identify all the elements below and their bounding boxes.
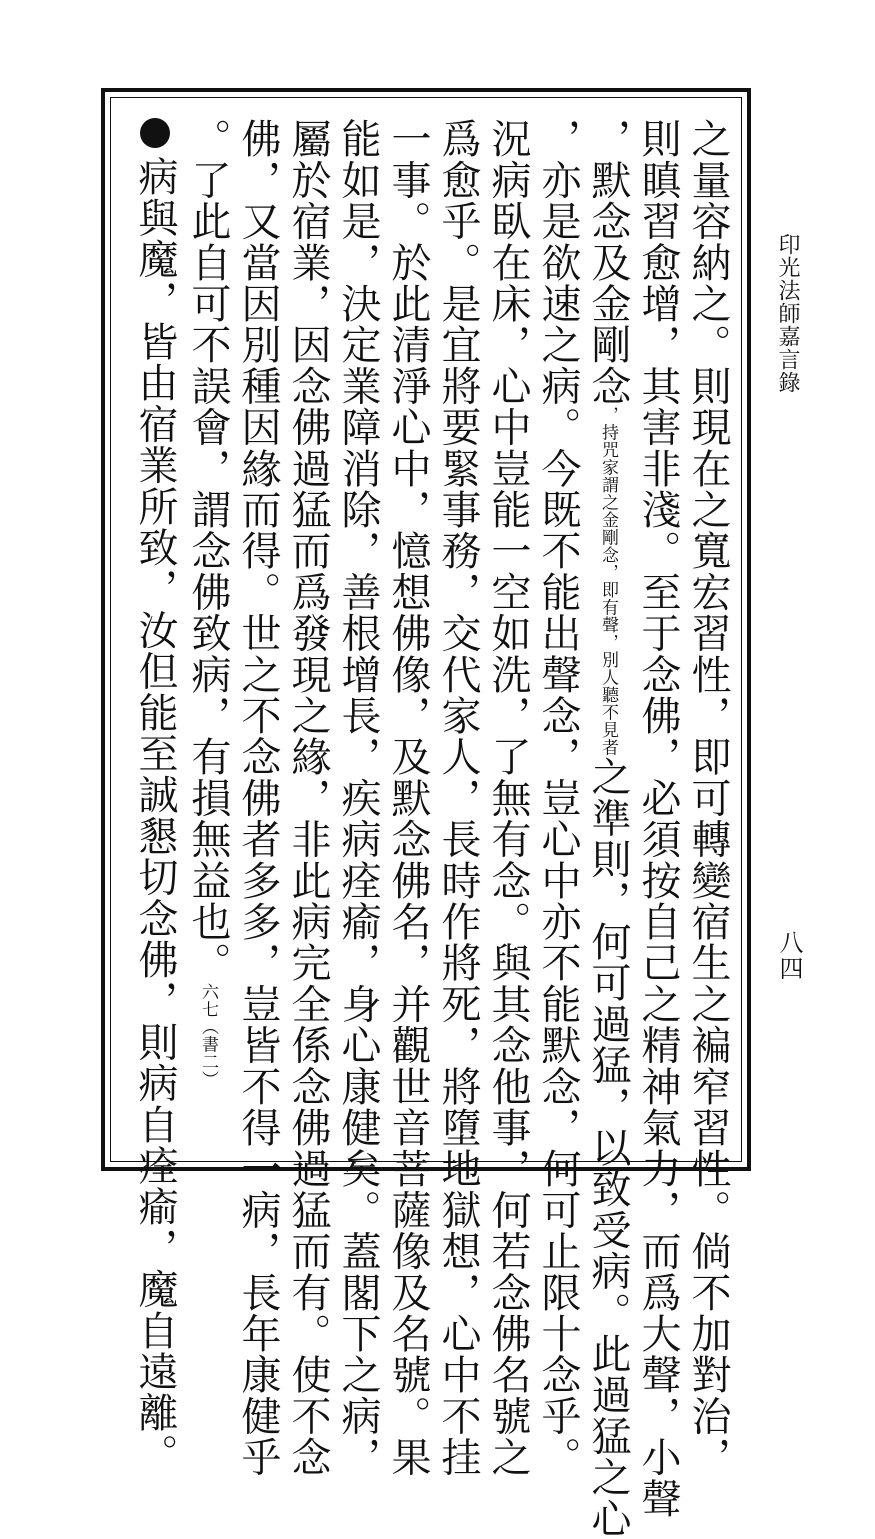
text-column-5 <box>483 118 533 1478</box>
text-column-8 <box>333 118 383 1478</box>
text-column-3 <box>583 118 633 1539</box>
book-title: 印光法師嘉言錄 <box>775 233 800 394</box>
column-text: 佛，又當因別種因緣而得。世之不念佛者多多，豈皆不得一病，長年康健乎 <box>235 118 281 1478</box>
column-text: 能如是，決定業障消除，善根增長，疾病痊瘉，身心康健矣。蓋閣下之病， <box>335 118 381 1478</box>
column-text: ，亦是欲速之病。今既不能出聲念，豈心中亦不能默念，何可止限十念乎。 <box>535 118 581 1478</box>
text-column-9 <box>283 118 333 1478</box>
column-text: 病與魔，皆由宿業所致，汝但能至誠懇切念佛，則病自痊瘉，魔自遠離。 <box>132 156 178 1475</box>
page-number: 八四 <box>775 930 803 982</box>
column-text: 則瞋習愈增，其害非淺。至于念佛，必須按自己之精神氣力，而爲大聲，小聲 <box>635 118 681 1519</box>
column-text: 屬於宿業，因念佛過猛而爲發現之緣，非此病完全係念佛過猛而有。使不念 <box>285 118 331 1478</box>
column-text: 之量容納之。則現在之寬宏習性，即可轉變宿生之褊窄習性。倘不加對治， <box>685 118 731 1478</box>
text-column-1 <box>683 118 733 1478</box>
column-text: 況病臥在床，心中豈能一空如洗，了無有念。與其念他事，何若念佛名號之 <box>485 118 531 1478</box>
text-column-7 <box>383 118 433 1478</box>
column-text-after-note: 之準則，何可過猛，以致受病。此過猛之心 <box>585 756 631 1539</box>
annotation-line-left: 六七 <box>198 983 218 1019</box>
column-text: 一事。於此清淨心中，憶想佛像，及默念佛名，并觀世音菩薩像及名號。果 <box>385 118 431 1478</box>
text-column-11 <box>183 118 233 1088</box>
text-column-6 <box>433 118 483 1478</box>
source-annotation <box>199 983 217 1088</box>
column-text: 爲愈乎。是宜將要緊事務，交代家人，長時作將死，將墮地獄想，心中不挂 <box>435 118 481 1478</box>
column-text-before-note: 。了此自可不誤會，謂念佛致病，有損無益也。 <box>185 118 231 984</box>
filled-circle-bullet-icon <box>140 118 170 148</box>
text-column-2 <box>633 118 683 1519</box>
text-column-4 <box>533 118 583 1478</box>
inline-annotation <box>599 406 617 756</box>
column-text-before-note: ，默念及金剛念 <box>585 118 631 407</box>
annotation-line-right: （書二） <box>198 1018 218 1089</box>
text-column-10 <box>233 118 283 1478</box>
text-column-12 <box>130 118 180 1474</box>
annotation-line-right: 即有聲，別人聽不見者 <box>598 581 618 757</box>
annotation-line-left: ，持咒家謂之金剛念， <box>598 406 618 582</box>
